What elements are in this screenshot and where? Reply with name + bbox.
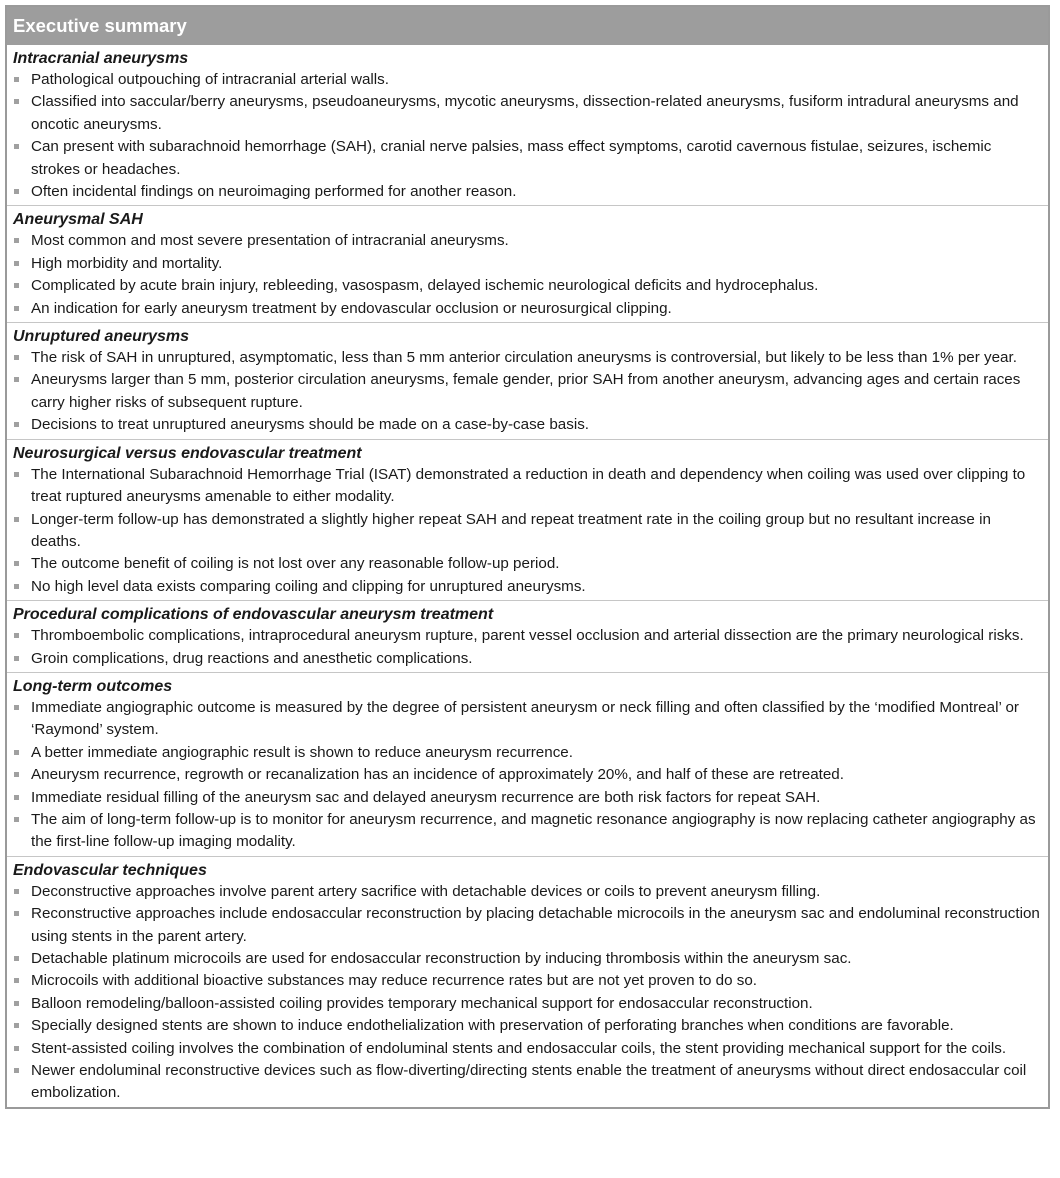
- list-item-text: The International Subarachnoid Hemorrhage Trial (ISAT) demonstrated a reduction in death and dependency when coiling was used over clipping to treat ruptured aneurysms amenable to either modality.: [31, 465, 1026, 506]
- list-item: [13, 181, 1044, 203]
- square-bullet-icon: [14, 705, 19, 710]
- bullet-list: [13, 881, 1044, 1105]
- square-bullet-icon: [14, 656, 19, 661]
- square-bullet-icon: [14, 1046, 19, 1051]
- list-item-text: Aneurysm recurrence, regrowth or recanalization has an incidence of approximately 20%, and half of these are retreated.: [31, 766, 844, 784]
- list-item: [13, 136, 1044, 181]
- section-title: Endovascular techniques: [13, 861, 207, 879]
- bullet-list: [13, 230, 1044, 320]
- list-item-text: Reconstructive approaches include endosaccular reconstruction by placing detachable microcoils in the aneurysm sac and endoluminal reconstruction using stents in the parent artery.: [31, 905, 1040, 945]
- list-item: [13, 509, 1044, 554]
- list-item-text: High morbidity and mortality.: [31, 254, 223, 272]
- list-item: [13, 369, 1044, 414]
- list-item: [13, 298, 1044, 320]
- summary-section: [7, 45, 1048, 205]
- list-item-text: Longer-term follow-up has demonstrated a slightly higher repeat SAH and repeat treatment rate in the coiling group but no resultant increase in deaths.: [31, 510, 991, 550]
- list-item: [13, 903, 1044, 948]
- list-item: [13, 948, 1044, 970]
- section-title: Neurosurgical versus endovascular treatment: [13, 444, 362, 462]
- list-item: [13, 881, 1044, 903]
- summary-section: [7, 322, 1048, 439]
- square-bullet-icon: [14, 795, 19, 800]
- square-bullet-icon: [14, 561, 19, 566]
- summary-section: [7, 439, 1048, 600]
- list-item: [13, 230, 1044, 252]
- list-item: [13, 742, 1044, 764]
- square-bullet-icon: [14, 144, 19, 149]
- section-title: Long-term outcomes: [13, 677, 173, 695]
- list-item: [13, 787, 1044, 809]
- square-bullet-icon: [14, 306, 19, 311]
- square-bullet-icon: [14, 422, 19, 427]
- square-bullet-icon: [14, 1001, 19, 1006]
- section-title: Intracranial aneurysms: [13, 50, 189, 67]
- list-item-text: Immediate angiographic outcome is measured by the degree of persistent aneurysm or neck filling and often classified by the ‘modified Montreal’ or ‘Raymond’ system.: [31, 698, 1019, 739]
- square-bullet-icon: [14, 911, 19, 916]
- square-bullet-icon: [14, 261, 19, 266]
- executive-summary-box: [5, 5, 1050, 1109]
- square-bullet-icon: [14, 584, 19, 589]
- list-item-text: Most common and most severe presentation of intracranial aneurysms.: [31, 232, 509, 250]
- list-item-text: Can present with subarachnoid hemorrhage (SAH), cranial nerve palsies, mass effect symptoms, carotid cavernous fistulae, seizures, ischemic strokes or headaches.: [31, 138, 992, 178]
- list-item-text: Newer endoluminal reconstructive devices such as flow-diverting/directing stents enable the treatment of aneurysms without direct endosaccular coil embolization.: [31, 1062, 1027, 1102]
- list-item: [13, 1060, 1044, 1105]
- list-item-text: Balloon remodeling/balloon-assisted coiling provides temporary mechanical support for endosaccular reconstruction.: [31, 994, 813, 1012]
- list-item: [13, 625, 1044, 647]
- list-item: [13, 993, 1044, 1015]
- square-bullet-icon: [14, 472, 19, 477]
- square-bullet-icon: [14, 283, 19, 288]
- square-bullet-icon: [14, 355, 19, 360]
- list-item-text: Aneurysms larger than 5 mm, posterior circulation aneurysms, female gender, prior SAH from another aneurysm, advancing ages and certain races carry higher risks of subsequent rupture.: [31, 371, 1021, 411]
- summary-section: [7, 600, 1048, 672]
- list-item: [13, 464, 1044, 509]
- list-item: [13, 648, 1044, 670]
- list-item-text: Immediate residual filling of the aneurysm sac and delayed aneurysm recurrence are both risk factors for repeat SAH.: [31, 788, 821, 806]
- list-item: [13, 69, 1044, 91]
- list-item-text: Pathological outpouching of intracranial arterial walls.: [31, 71, 389, 88]
- square-bullet-icon: [14, 817, 19, 822]
- list-item-text: Classified into saccular/berry aneurysms, pseudoaneurysms, mycotic aneurysms, dissection-related aneurysms, fusiform intradural aneurysms and oncotic aneurysms.: [31, 93, 1019, 133]
- section-title: Aneurysmal SAH: [13, 211, 143, 229]
- square-bullet-icon: [14, 633, 19, 638]
- list-item: [13, 553, 1044, 575]
- list-item: [13, 91, 1044, 136]
- list-item: [13, 1015, 1044, 1037]
- bullet-list: [13, 464, 1044, 598]
- list-item: [13, 970, 1044, 992]
- square-bullet-icon: [14, 978, 19, 983]
- list-item-text: Often incidental findings on neuroimaging performed for another reason.: [31, 183, 517, 201]
- list-item-text: Complicated by acute brain injury, rebleeding, vasospasm, delayed ischemic neurological deficits and hydrocephalus.: [31, 277, 819, 295]
- list-item-text: The risk of SAH in unruptured, asymptomatic, less than 5 mm anterior circulation aneurysms is controversial, but likely to be less than 1% per year.: [31, 349, 1017, 367]
- list-item-text: Thromboembolic complications, intraprocedural aneurysm rupture, parent vessel occlusion and arterial dissection are the primary neurological risks.: [31, 627, 1024, 645]
- list-item: [13, 275, 1044, 297]
- list-item: [13, 414, 1044, 436]
- list-item-text: No high level data exists comparing coiling and clipping for unruptured aneurysms.: [31, 577, 586, 595]
- square-bullet-icon: [14, 99, 19, 104]
- square-bullet-icon: [14, 517, 19, 522]
- summary-section: [7, 672, 1048, 856]
- list-item-text: The outcome benefit of coiling is not lost over any reasonable follow-up period.: [31, 555, 560, 573]
- box-header: Executive summary: [7, 7, 1048, 45]
- list-item-text: The aim of long-term follow-up is to monitor for aneurysm recurrence, and magnetic resonance angiography is now replacing catheter angiography as the first-line follow-up imaging modality.: [31, 810, 1036, 851]
- summary-section: [7, 205, 1048, 322]
- list-item-text: Stent-assisted coiling involves the combination of endoluminal stents and endosaccular coils, the stent providing mechanical support for the coils.: [31, 1039, 1007, 1057]
- bullet-list: [13, 625, 1044, 670]
- sections-container: [7, 45, 1048, 1107]
- square-bullet-icon: [14, 772, 19, 777]
- square-bullet-icon: [14, 956, 19, 961]
- list-item-text: Detachable platinum microcoils are used for endosaccular reconstruction by inducing thrombosis within the aneurysm sac.: [31, 950, 852, 967]
- list-item: [13, 697, 1044, 742]
- list-item-text: A better immediate angiographic result is shown to reduce aneurysm recurrence.: [31, 743, 573, 761]
- list-item: [13, 764, 1044, 786]
- bullet-list: [13, 69, 1044, 203]
- list-item-text: Groin complications, drug reactions and anesthetic complications.: [31, 649, 473, 667]
- bullet-list: [13, 697, 1044, 854]
- square-bullet-icon: [14, 1023, 19, 1028]
- square-bullet-icon: [14, 77, 19, 82]
- square-bullet-icon: [14, 750, 19, 755]
- list-item: [13, 809, 1044, 854]
- bullet-list: [13, 347, 1044, 437]
- list-item: [13, 1038, 1044, 1060]
- square-bullet-icon: [14, 377, 19, 382]
- square-bullet-icon: [14, 889, 19, 894]
- list-item: [13, 253, 1044, 275]
- list-item: [13, 576, 1044, 598]
- list-item: [13, 347, 1044, 369]
- list-item-text: Specially designed stents are shown to induce endothelialization with preservation of perforating branches when conditions are favorable.: [31, 1017, 954, 1035]
- summary-section: [7, 856, 1048, 1107]
- list-item-text: Decisions to treat unruptured aneurysms should be made on a case-by-case basis.: [31, 416, 590, 434]
- list-item-text: Deconstructive approaches involve parent artery sacrifice with detachable devices or coils to prevent aneurysm filling.: [31, 882, 821, 900]
- square-bullet-icon: [14, 189, 19, 194]
- section-title: Procedural complications of endovascular aneurysm treatment: [13, 606, 494, 624]
- list-item-text: An indication for early aneurysm treatment by endovascular occlusion or neurosurgical clipping.: [31, 299, 672, 317]
- square-bullet-icon: [14, 1068, 19, 1073]
- square-bullet-icon: [14, 238, 19, 243]
- list-item-text: Microcoils with additional bioactive substances may reduce recurrence rates but are not yet proven to do so.: [31, 972, 757, 990]
- section-title: Unruptured aneurysms: [13, 328, 190, 346]
